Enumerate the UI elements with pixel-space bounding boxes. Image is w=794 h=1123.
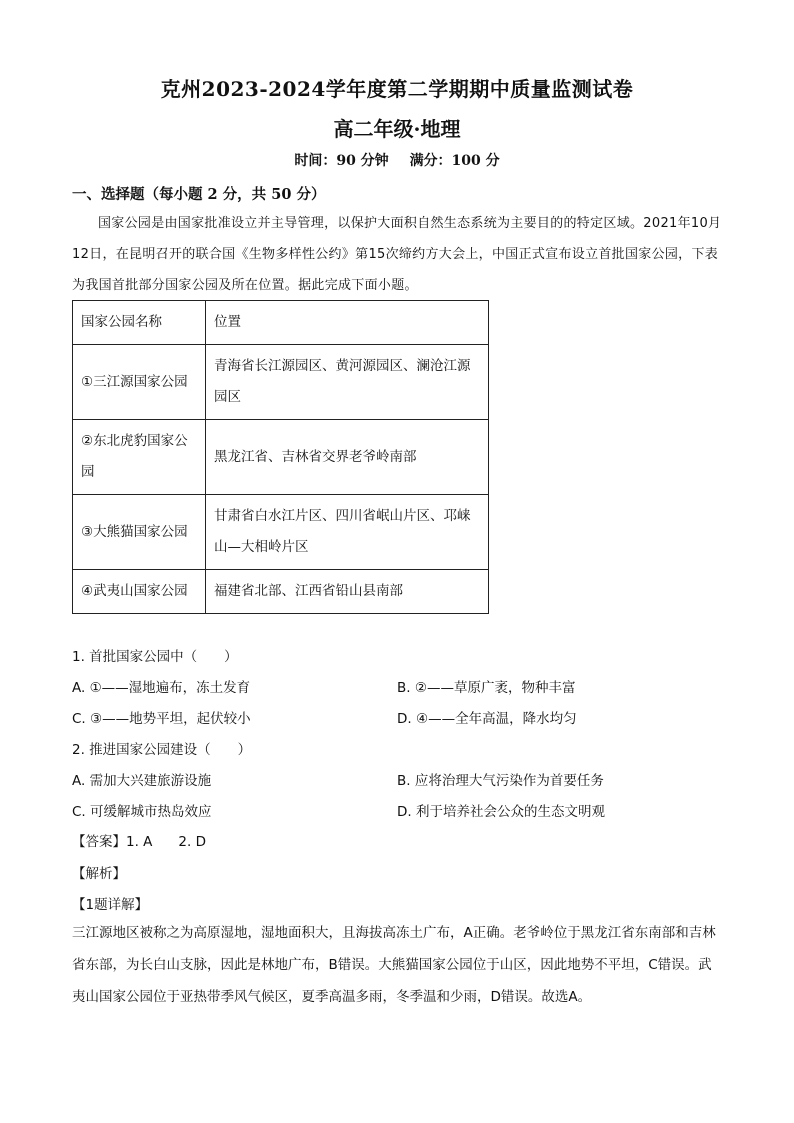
table-cell: ①三江源国家公园 [73,345,206,420]
question-2-stem: 2. 推进国家公园建设（ ） [72,742,252,758]
exam-meta [0,150,794,170]
question-1-option-c: C. ③——地势平坦，起伏较小 [72,711,251,727]
exam-title: 克州2023-2024学年度第二学期期中质量监测试卷 [160,77,634,101]
question-2-option-a: A. 需加大兴建旅游设施 [72,773,212,789]
question-2-option-d: D. 利于培养社会公众的生态文明观 [397,804,605,820]
table-header-row [73,301,489,345]
answer-tag: 【答案】 [72,834,126,850]
table-row [73,420,489,495]
exam-time: 时间：90 分钟 [294,153,389,169]
table-cell: ④武夷山国家公园 [73,570,206,614]
question-2-option-c: C. 可缓解城市热岛效应 [72,804,212,820]
table-row [73,570,489,614]
question-1-option-a: A. ①——湿地遍布，冻土发育 [72,680,251,696]
question-1-option-b: B. ②——草原广袤，物种丰富 [397,680,576,696]
answer-2: 2. D [178,834,206,850]
table-cell: ③大熊猫国家公园 [73,495,206,570]
section-heading: 一、选择题（每小题 2 分，共 50 分） [72,186,326,203]
exam-score: 满分：100 分 [409,153,500,169]
table-cell: 福建省北部、江西省铅山县南部 [206,570,489,614]
answer-line [72,830,206,850]
intro-paragraph: 国家公园是由国家批准设立并主导管理，以保护大面积自然生态系统为主要目的的特定区域。2021年10月12日，在昆明召开的联合国《生物多样性公约》第15次缔约方大会上，中国正式宣布设立首批国家公园，下表为我国首批部分国家公园及所在位置。据此完成下面小题。 [72,216,722,293]
national-park-table [72,300,489,614]
table-cell: 甘肃省白水江片区、四川省岷山片区、邛崃山—大相岭片区 [206,495,489,570]
question-1-stem: 1. 首批国家公园中（ ） [72,649,238,665]
table-row [73,495,489,570]
table-cell: ②东北虎豹国家公园 [73,420,206,495]
analysis-tag: 【解析】 [72,866,126,882]
table-cell: 黑龙江省、吉林省交界老爷岭南部 [206,420,489,495]
question-2-option-b: B. 应将治理大气污染作为首要任务 [397,773,604,789]
table-cell: 青海省长江源园区、黄河源园区、澜沧江源园区 [206,345,489,420]
table-header-cell: 国家公园名称 [73,301,206,345]
analysis-detail-tag: 【1题详解】 [72,897,149,913]
analysis-body: 三江源地区被称之为高原湿地，湿地面积大，且海拔高冻土广布，A正确。老爷岭位于黑龙江省东南部和吉林省东部，为长白山支脉，因此是林地广布，B错误。大熊猫国家公园位于山区，因此地势不平坦，C错误。武夷山国家公园位于亚热带季风气候区，夏季高温多雨，冬季温和少雨，D错误。故选A。 [72,925,716,1005]
table-row [73,345,489,420]
answer-1: 1. A [126,834,153,850]
table-header-cell: 位置 [206,301,489,345]
exam-subtitle: 高二年级·地理 [333,117,461,141]
question-1-option-d: D. ④——全年高温，降水均匀 [397,711,577,727]
